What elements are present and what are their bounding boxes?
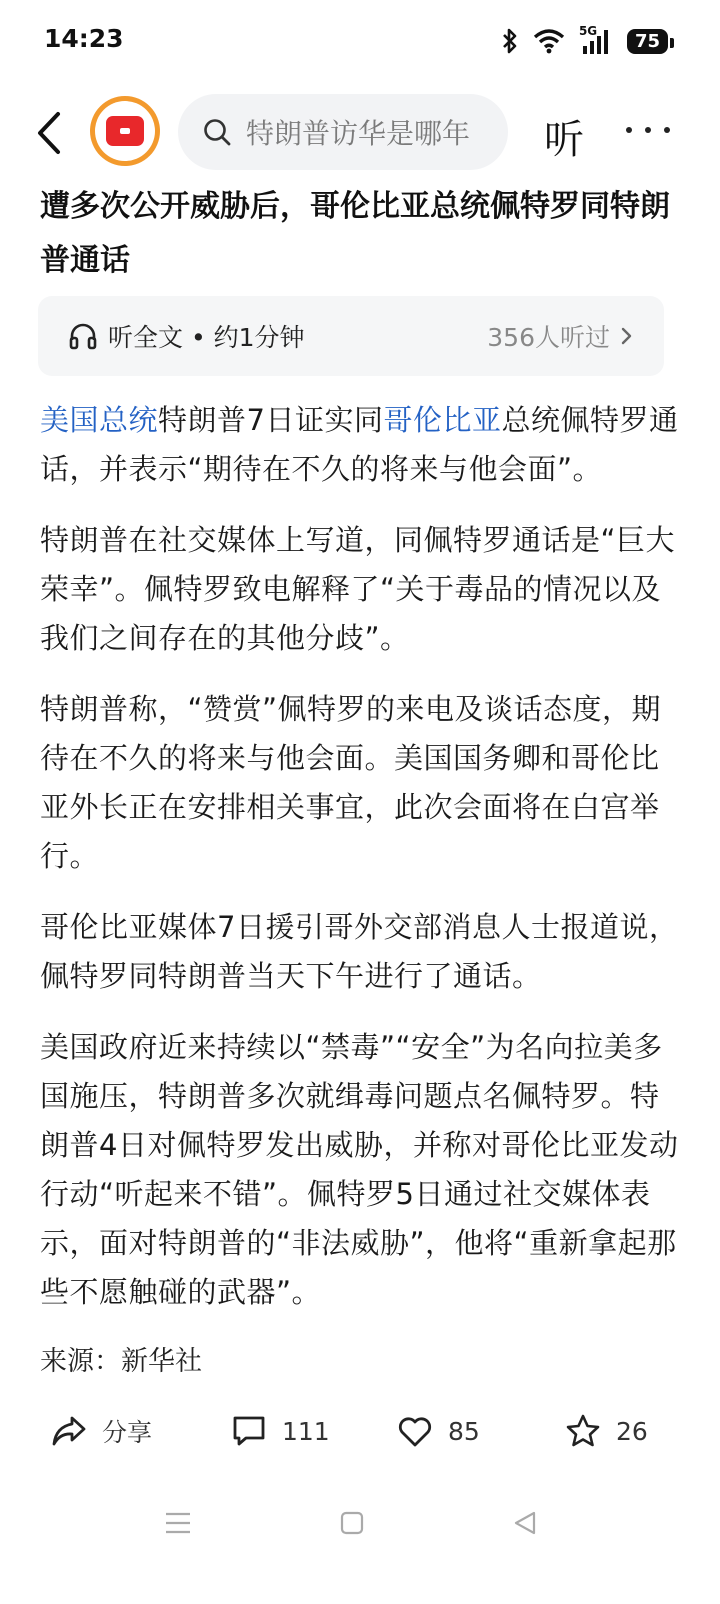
action-bar bbox=[0, 1400, 720, 1464]
comment-button[interactable] bbox=[230, 1412, 330, 1450]
home-icon[interactable] bbox=[340, 1510, 364, 1536]
listen-button[interactable]: 听 bbox=[544, 117, 584, 163]
like-button[interactable] bbox=[396, 1412, 480, 1450]
status-icons bbox=[501, 24, 668, 58]
paragraph: 美国总统特朗普7日证实同哥伦比亚总统佩特罗通话，并表示“期待在不久的将来与他会面”。 bbox=[40, 403, 679, 486]
battery-icon: 75 bbox=[627, 29, 668, 54]
chevron-right-icon bbox=[620, 326, 634, 346]
back-icon[interactable] bbox=[30, 108, 70, 158]
network-type: 5G bbox=[578, 24, 598, 38]
favorite-count: 26 bbox=[616, 1416, 648, 1446]
search-placeholder: 特朗普访华是哪年 bbox=[246, 117, 471, 150]
article-source: 来源：新华社 bbox=[40, 1346, 202, 1377]
share-label: 分享 bbox=[102, 1418, 153, 1447]
audio-label: 听全文 • 约1分钟 bbox=[108, 323, 305, 352]
entity-link[interactable]: 哥伦比亚 bbox=[383, 403, 502, 437]
system-navigation bbox=[0, 1496, 720, 1556]
menu-icon[interactable] bbox=[164, 1510, 192, 1536]
share-icon bbox=[50, 1412, 88, 1450]
status-time: 14:23 bbox=[44, 24, 124, 53]
app-logo-icon bbox=[106, 116, 144, 146]
paragraph: 美国政府近来持续以“禁毒”“安全”为名向拉美多国施压，特朗普多次就缉毒问题点名佩特罗。特朗普4日对佩特罗发出威胁，并称对哥伦比亚发动行动“听起来不错”。佩特罗5日通过社交媒体表示，面对特朗普的“非法威胁”，他将“重新拿起那些不愿触碰的武器”。 bbox=[40, 1030, 679, 1309]
top-nav-bar bbox=[0, 92, 720, 176]
search-icon bbox=[202, 117, 232, 147]
wifi-icon bbox=[533, 28, 565, 54]
listen-full-text-card[interactable] bbox=[38, 296, 664, 376]
more-icon[interactable] bbox=[626, 120, 670, 140]
search-input[interactable] bbox=[178, 94, 508, 170]
bluetooth-icon bbox=[501, 27, 519, 55]
headphone-icon bbox=[68, 321, 98, 351]
back-nav-icon[interactable] bbox=[512, 1510, 538, 1536]
signal-icon bbox=[579, 26, 613, 56]
article-title: 遭多次公开威胁后，哥伦比亚总统佩特罗同特朗普通话 bbox=[40, 189, 670, 278]
paragraph: 特朗普称，“赞赏”佩特罗的来电及谈话态度，期待在不久的将来与他会面。美国国务卿和哥伦比亚外长正在安排相关事宜，此次会面将在白宫举行。 bbox=[40, 692, 662, 873]
entity-link[interactable]: 美国总统 bbox=[40, 403, 159, 437]
listener-count: 356人听过 bbox=[487, 323, 610, 352]
favorite-button[interactable] bbox=[564, 1412, 648, 1450]
favorite-icon bbox=[564, 1412, 602, 1450]
app-avatar[interactable] bbox=[90, 96, 160, 166]
paragraph: 特朗普在社交媒体上写道，同佩特罗通话是“巨大荣幸”。佩特罗致电解释了“关于毒品的情况以及我们之间存在的其他分歧”。 bbox=[40, 523, 676, 655]
like-count: 85 bbox=[448, 1416, 480, 1446]
status-bar bbox=[0, 0, 720, 80]
share-button[interactable] bbox=[50, 1412, 152, 1450]
paragraph: 哥伦比亚媒体7日援引哥外交部消息人士报道说，佩特罗同特朗普当天下午进行了通话。 bbox=[40, 910, 679, 993]
comment-count: 111 bbox=[282, 1416, 330, 1446]
article-body bbox=[40, 396, 680, 1378]
comment-icon bbox=[230, 1412, 268, 1450]
like-icon bbox=[396, 1412, 434, 1450]
